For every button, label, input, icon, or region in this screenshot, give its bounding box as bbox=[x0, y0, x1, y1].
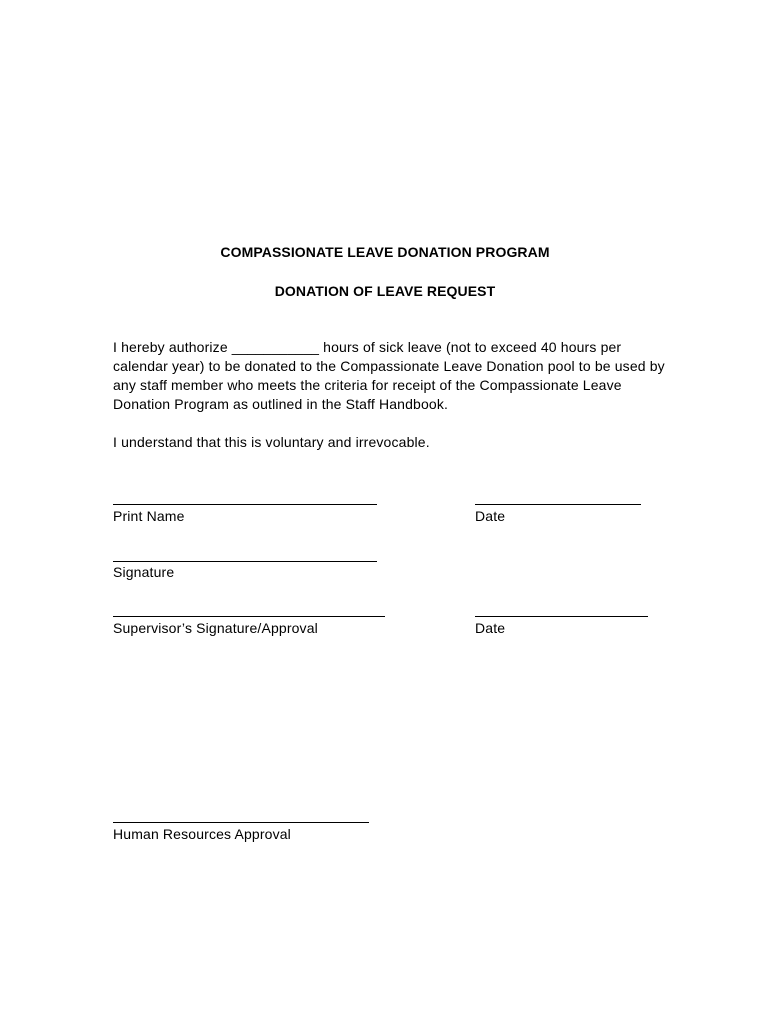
authorization-paragraph: I hereby authorize ___________ hours of sick leave (not to exceed 40 hours per calendar year) to be donated to the Compassionate Leave Donation pool to be used by any staff member who meets the criteria for receipt of the Compassionate Leave Donation Program as outlined in the Staff Handbook. bbox=[113, 339, 665, 412]
date-label-2: Date bbox=[475, 620, 506, 636]
supervisor-signature-line bbox=[113, 616, 385, 617]
acknowledgement-paragraph: I understand that this is voluntary and irrevocable. bbox=[113, 434, 430, 450]
document-title: COMPASSIONATE LEAVE DONATION PROGRAM bbox=[220, 244, 550, 260]
print-name-label: Print Name bbox=[113, 508, 185, 524]
supervisor-signature-label: Supervisor’s Signature/Approval bbox=[113, 620, 318, 636]
signature-label: Signature bbox=[113, 564, 175, 580]
signature-line bbox=[113, 561, 377, 562]
date-label-1: Date bbox=[475, 508, 506, 524]
date-line-2 bbox=[475, 616, 648, 617]
date-line-1 bbox=[475, 504, 641, 505]
hr-approval-label: Human Resources Approval bbox=[113, 826, 291, 842]
hr-approval-line bbox=[113, 822, 369, 823]
document-subtitle: DONATION OF LEAVE REQUEST bbox=[274, 283, 496, 299]
print-name-line bbox=[113, 504, 377, 505]
